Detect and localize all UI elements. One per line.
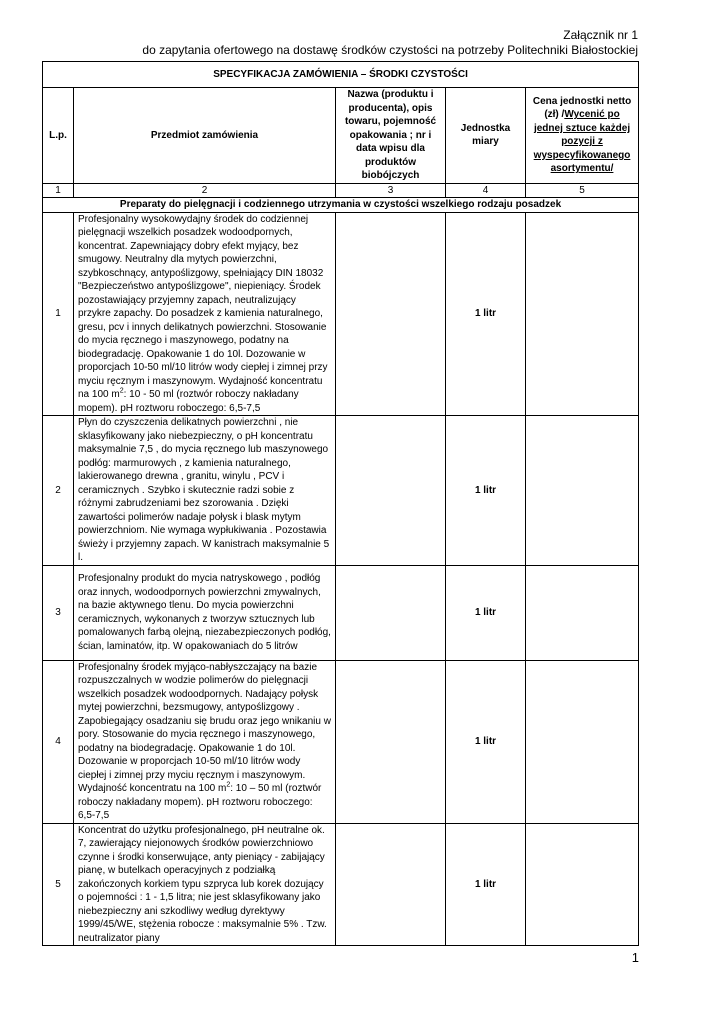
row-price-cell[interactable] (526, 212, 639, 416)
row-description: Koncentrat do użytku profesjonalnego, pH neutralne ok. 7, zawierający niejonowych środków powierzchniowo czynne i środki konserwujące, anty pieniący - zabijający pianę, w butelkach operacyjnych z podziałką zakończonych korkiem typu szpryca lub korek dozujący o pojemności : 1 - 1,5 litra; nie jest sklasyfikowany jako niebezpieczny ani szkodliwy według dyrektywy 1999/45/WE, stężenia robocze : maksymalnie 5% . Tzw. neutralizator piany (74, 823, 336, 946)
header-unit: Jednostka miary (446, 88, 526, 184)
column-number: 1 (43, 183, 74, 198)
row-unit: 1 litr (446, 565, 526, 660)
section-row (43, 198, 639, 213)
description-text-cont: : 10 - 50 ml (roztwór roboczy nakładany mopem). pH roztworu roboczego: 6,5-7,5 (78, 389, 299, 414)
row-unit: 1 litr (446, 660, 526, 823)
row-number: 4 (43, 660, 74, 823)
table-row (43, 660, 639, 823)
row-description (74, 660, 336, 823)
row-name-cell[interactable] (336, 416, 446, 566)
row-unit: 1 litr (446, 416, 526, 566)
superscript: 2 (226, 781, 231, 789)
column-number: 2 (74, 183, 336, 198)
row-number: 2 (43, 416, 74, 566)
superscript: 2 (119, 387, 124, 395)
row-name-cell[interactable] (336, 660, 446, 823)
column-header-row (43, 88, 639, 184)
description-text-cont: : 10 – 50 ml (roztwór roboczy nakładany mopem). pH roztworu roboczego: 6,5-7,5 (78, 783, 322, 821)
row-price-cell[interactable] (526, 565, 639, 660)
document-subtitle: do zapytania ofertowego na dostawę środków czystości na potrzeby Politechniki Białostockiej (142, 43, 638, 57)
row-name-cell[interactable] (336, 823, 446, 946)
row-description: Płyn do czyszczenia delikatnych powierzchni , nie sklasyfikowany jako niebezpieczny, o pH koncentratu maksymalnie 7,5 , do mycia ręcznego lub maszynowego podłóg: marmurowych , z kamienia naturalnego, lakierowanego drewna , granitu, winylu , PCV i ceramicznych . Szybko i skutecznie radzi sobie z różnymi zabrudzeniami bez szorowania . Dzięki zawartości polimerów nadaje połysk i blask mytym powierzchniom. Nie wymaga wypłukiwania . Pozostawia świeży i przyjemny zapach. W kanistrach maksymalnie 5 l. (74, 416, 336, 566)
header-lp: L.p. (43, 88, 74, 184)
table-row (43, 212, 639, 416)
table-row (43, 416, 639, 566)
page-number: 1 (631, 950, 639, 965)
column-number-row (43, 183, 639, 198)
row-number: 5 (43, 823, 74, 946)
row-price-cell[interactable] (526, 660, 639, 823)
row-number: 1 (43, 212, 74, 416)
column-number: 4 (446, 183, 526, 198)
row-name-cell[interactable] (336, 565, 446, 660)
header-name: Nazwa (produktu i producenta), opis towaru, pojemność opakowania ; nr i data wpisu dla produktów biobójczych (336, 88, 446, 184)
row-description (74, 212, 336, 416)
column-number: 3 (336, 183, 446, 198)
description-text: Profesjonalny wysokowydajny środek do codziennej pielęgnacji wszelkich posadzek wodoodpornych, koncentrat. Zapewniający dobry efekt myjący, bez smugowy. Neutralny dla mytych powierzchni, szybkoschnący, antypoślizgowy, spełniający DIN 18032 "Bezpieczeństwo antypoślizgowe", niepieniący. Środek pozostawiający przyjemny zapach, neutralizujący przykre zapachy. Do posadzek z kamienia naturalnego, gresu, pcv i innych delikatnych powierzchni. Stosowanie do mycia ręcznego i maszynowego, podatny na biodegradację. Opakowanie 1 do 10l. Dozowanie w proporcjach 10-50 ml/10 litrów wody ciepłej i zimnej przy myciu ręcznym i maszynowym. Wydajność koncentratu na 100 m (78, 213, 328, 400)
row-price-cell[interactable] (526, 416, 639, 566)
row-price-cell[interactable] (526, 823, 639, 946)
table-title-row (43, 62, 639, 88)
row-number: 3 (43, 565, 74, 660)
header-price-prefix: Cena jednostki netto (zł) / (532, 95, 632, 121)
row-name-cell[interactable] (336, 212, 446, 416)
table-row (43, 565, 639, 660)
header-price-underlined: Wycenić po jednej sztuce każdej pozycji z wyspecyfikowanego asortymentu/ (533, 109, 631, 175)
attachment-label: Załącznik nr 1 (563, 28, 638, 42)
column-number: 5 (526, 183, 639, 198)
specification-table (42, 61, 639, 946)
row-description: Profesjonalny produkt do mycia natryskowego , podłóg oraz innych, wodoodpornych powierzchni zmywalnych, na bazie aktywnego tlenu. Do mycia powierzchni ceramicznych, wykonanych z tworzyw sztucznych lub pomalowanych farbą olejną, niezabezpieczonych podłóg, ścian, laminatów, itp. W opakowaniach do 5 litrów (74, 565, 336, 660)
table-title: SPECYFIKACJA ZAMÓWIENIA – ŚRODKI CZYSTOŚCI (43, 62, 639, 88)
section-heading: Preparaty do pielęgnacji i codziennego utrzymania w czystości wszelkiego rodzaju posadzek (43, 198, 639, 213)
header-item: Przedmiot zamówienia (74, 88, 336, 184)
row-unit: 1 litr (446, 212, 526, 416)
row-unit: 1 litr (446, 823, 526, 946)
table-row (43, 823, 639, 946)
description-text: Profesjonalny środek myjąco-nabłyszczający na bazie rozpuszczalnych w wodzie polimerów do pielęgnacji wszelkich posadzek wodoodpornych. Nadający połysk mytej powierzchni, bezsmugowy, antypoślizgowy . Zapobiegający osadzaniu się brudu oraz jego wnikaniu w pory. Stosowanie do mycia ręcznego i maszynowego, podatny na biodegradację. Opakowanie 1 do 10l. Dozowanie w proporcjach 10-50 ml/10 litrów wody ciepłej i zimnej przy myciu ręcznym i maszynowym. Wydajność koncentratu na 100 m (78, 661, 331, 794)
header-price (526, 88, 639, 184)
